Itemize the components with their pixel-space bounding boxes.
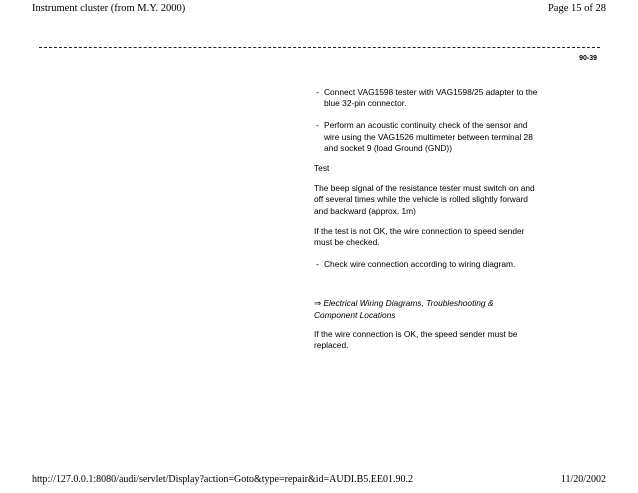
step-text: Connect VAG1598 tester with VAG1598/25 adapter to the blue 32-pin connector.	[324, 87, 538, 109]
step-text: Perform an acoustic continuity check of the sensor and wire using the VAG1526 multimeter between terminal 28 and socket 9 (load Ground (GND))	[324, 120, 533, 153]
print-date: 11/20/2002	[560, 474, 606, 485]
step-text: Check wire connection according to wiring diagram.	[324, 259, 516, 270]
step-continuity-check	[314, 120, 538, 154]
wiring-diagrams-link[interactable]: Electrical Wiring Diagrams, Troubleshooting & Component Locations	[314, 298, 494, 320]
separator-line	[39, 47, 600, 48]
content-column	[314, 87, 538, 351]
paragraph-test-not-ok: If the test is not OK, the wire connection to speed sender must be checked.	[314, 225, 525, 248]
step-dash: -	[316, 259, 319, 270]
step-dash: -	[316, 120, 319, 131]
wiring-reference[interactable]	[314, 298, 538, 320]
page-url: http://127.0.0.1:8080/audi/servlet/Display?action=Goto&type=repair&id=AUDI.B5.EE01.90.2	[32, 474, 414, 485]
step-check-wire	[314, 259, 538, 270]
page-number: Page 15 of 28	[547, 3, 606, 14]
test-heading: Test	[314, 163, 330, 174]
step-connect-tester	[314, 87, 538, 109]
right-arrow-icon: ⇒	[314, 298, 322, 309]
paragraph-beep-signal: The beep signal of the resistance tester must switch on and off several times while the vehicle is rolled slightly forward and backward (approx. 1m)	[314, 183, 535, 216]
step-dash: -	[316, 87, 319, 97]
paragraph-replace-sender: If the wire connection is OK, the speed sender must be replaced.	[314, 328, 518, 351]
document-title: Instrument cluster (from M.Y. 2000)	[32, 3, 186, 14]
section-number: 90-39	[579, 55, 597, 62]
